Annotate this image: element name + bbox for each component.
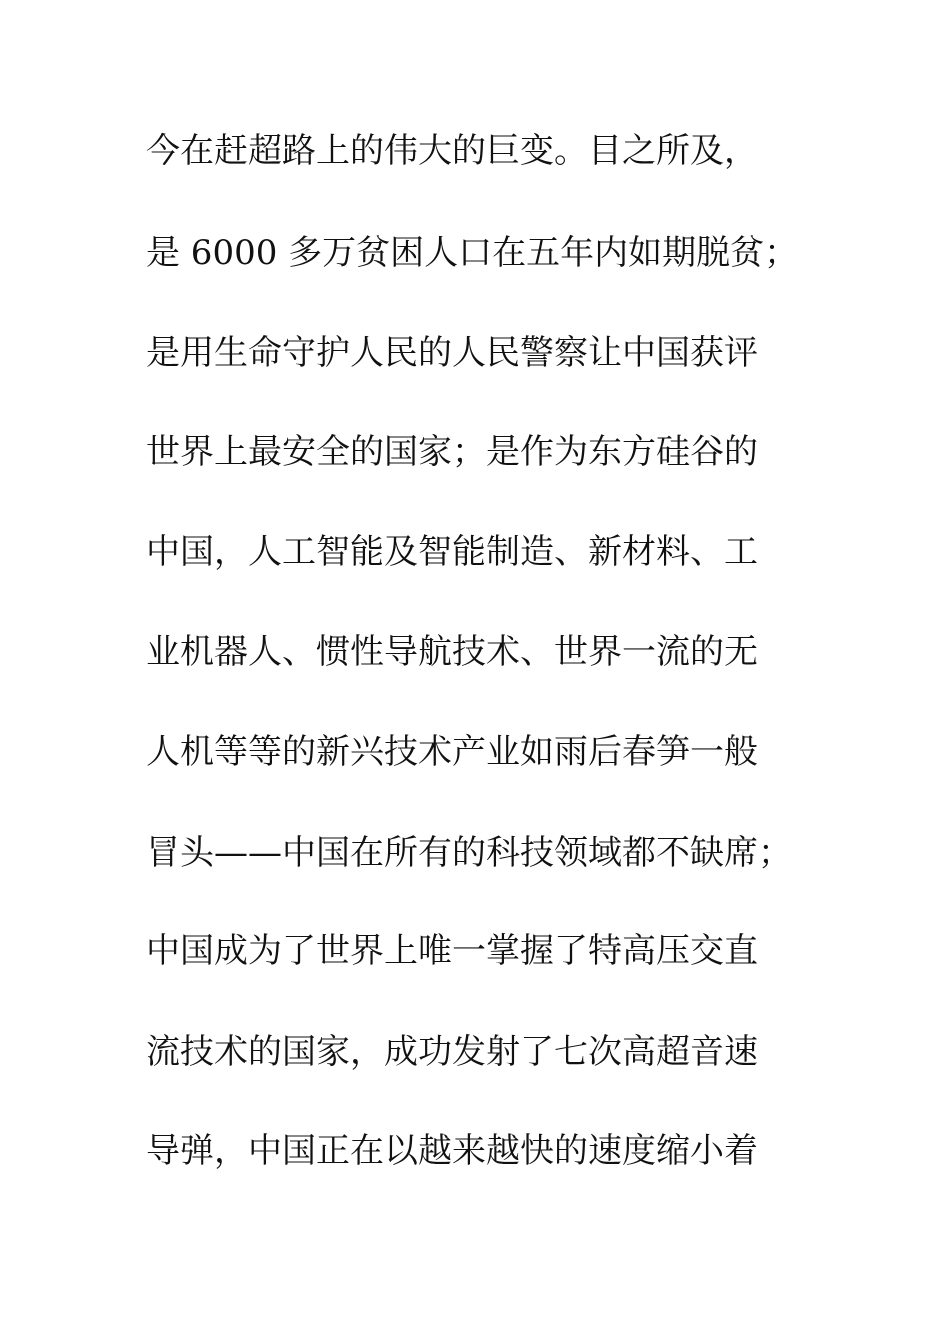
paragraph-line: 业机器人、惯性导航技术、世界一流的无 xyxy=(146,632,758,672)
paragraph-line: 中国成为了世界上唯一掌握了特高压交直 xyxy=(146,931,758,971)
paragraph-line: 冒头——中国在所有的科技领域都不缺席； xyxy=(146,833,792,873)
paragraph-line: 中国，人工智能及智能制造、新材料、工 xyxy=(146,532,758,572)
paragraph-line: 今在赶超路上的伟大的巨变。目之所及， xyxy=(146,131,758,171)
paragraph-line: 人机等等的新兴技术产业如雨后春笋一般 xyxy=(146,732,758,772)
paragraph-line: 流技术的国家，成功发射了七次高超音速 xyxy=(146,1032,758,1072)
paragraph-line: 导弹，中国正在以越来越快的速度缩小着 xyxy=(146,1131,758,1171)
paragraph-line: 世界上最安全的国家；是作为东方硅谷的 xyxy=(146,432,758,472)
paragraph-line: 是用生命守护人民的人民警察让中国获评 xyxy=(146,333,758,373)
paragraph-line: 是 6000 多万贫困人口在五年内如期脱贫； xyxy=(146,233,799,273)
